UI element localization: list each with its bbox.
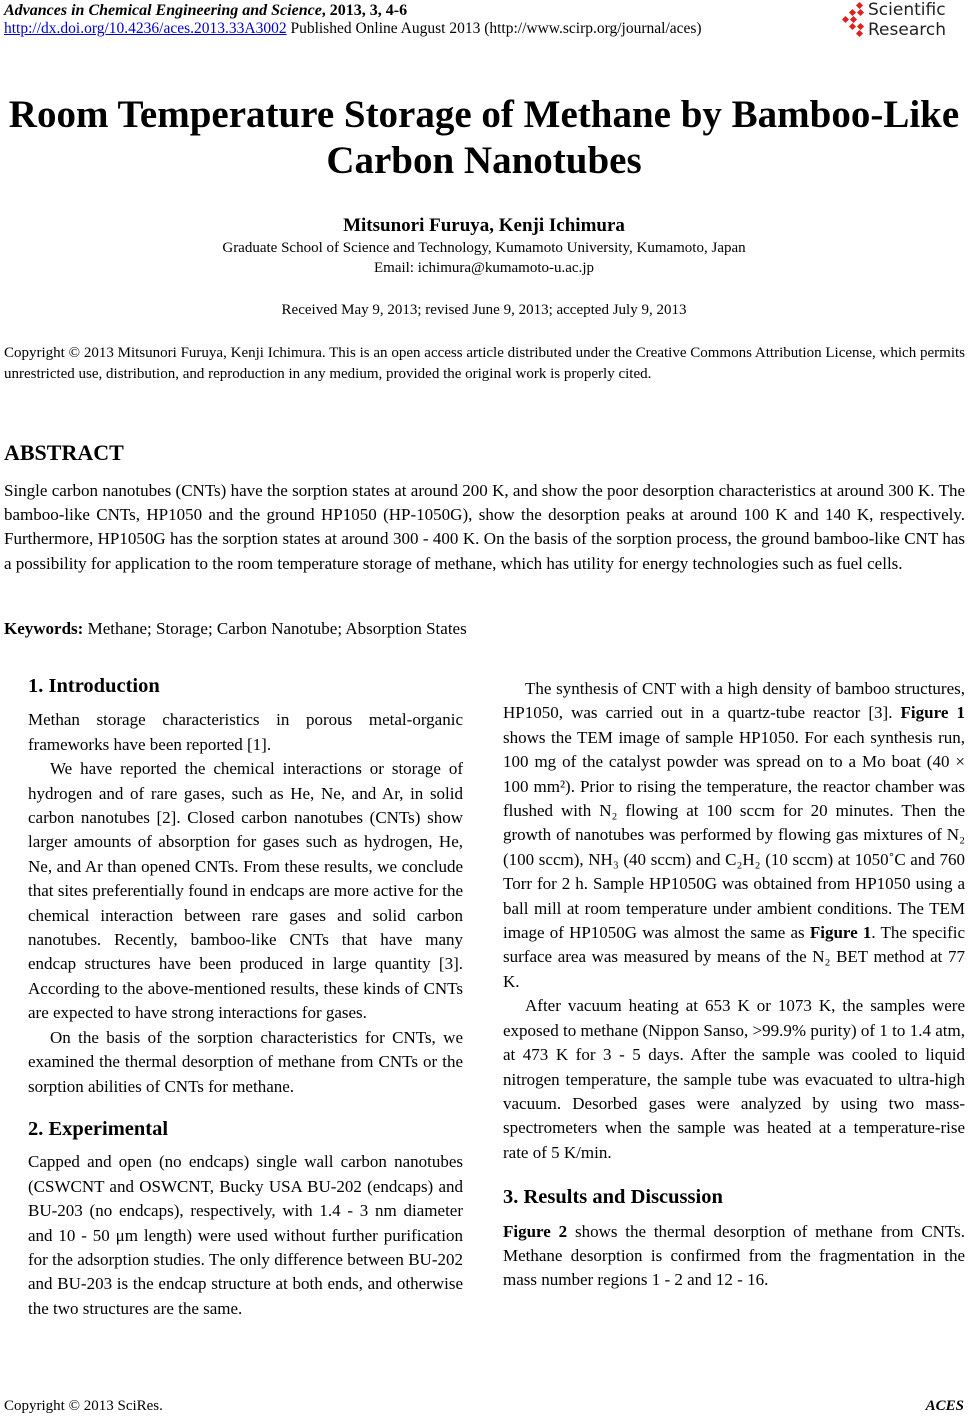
keywords-label: Keywords: bbox=[4, 619, 84, 638]
section-heading-results: 3. Results and Discussion bbox=[503, 1186, 723, 1209]
text: . The specific surface area was measured by means of the N₂ BET method at 77 K. bbox=[503, 923, 965, 991]
paragraph bbox=[503, 1220, 965, 1293]
copyright-notice: Copyright © 2013 Mitsunori Furuya, Kenji Ichimura. This is an open access article distributed under the Creative Commons Attribution License, which permits unrestricted use, distribution, and reproduction in any medium, provided the original work is properly cited. bbox=[4, 345, 965, 382]
figure-ref[interactable]: Figure 1 bbox=[809, 923, 872, 943]
logo-text-2: Research bbox=[868, 20, 946, 40]
figure-ref[interactable]: Figure 2 bbox=[503, 1221, 568, 1241]
paragraph: Methan storage characteristics in porous metal-organic frameworks have been reported [1]. bbox=[28, 710, 463, 754]
text: shows the TEM image of sample HP1050. For each synthesis run, 100 mg of the catalyst powder was spread on to a Mo boat (40 × 100 mm²). Prior to rising the temperature, the reactor chamber was flushed with N₂ flowing at 100 sccm for 20 minutes. Then the growth of nanotubes was performed by flowing gas mixtures of N₂ (100 sccm), NH₃ (40 sccm) and C₂H₂ (10 sccm) at 1050˚C and 760 Torr for 2 h. Sample HP1050G was obtained from HP1050 using a ball mill at room temperature under ambient conditions. The TEM image of HP1050G was almost the same as bbox=[503, 727, 965, 943]
citation: , 2013, 3, 4-6 bbox=[321, 2, 408, 19]
footer-copyright: Copyright © 2013 SciRes. bbox=[4, 1398, 163, 1414]
footer-journal: ACES bbox=[925, 1398, 964, 1414]
logo-text-1: Scientific bbox=[868, 0, 946, 20]
published-info: Published Online August 2013 (http://www.scirp.org/journal/aces) bbox=[286, 20, 702, 37]
section-heading-experimental: 2. Experimental bbox=[28, 1117, 169, 1140]
text: shows the thermal desorption of methane from CNTs. Methane desorption is confirmed from the fragmentation in the mass number regions 1 - 2 and 12 - 16. bbox=[503, 1221, 965, 1290]
text: The synthesis of CNT with a high density of bamboo structures, HP1050, was carried out in a quartz-tube reactor [3]. bbox=[503, 679, 965, 723]
publisher-logo bbox=[838, 0, 968, 44]
received-dates: Received May 9, 2013; revised June 9, 2013; accepted July 9, 2013 bbox=[281, 302, 687, 318]
authors: Mitsunori Furuya, Kenji Ichimura bbox=[343, 215, 625, 236]
paper-title bbox=[0, 92, 968, 184]
paragraph: After vacuum heating at 653 K or 1073 K, the samples were exposed to methane (Nippon Sanso, >99.9% purity) of 1 to 1.4 atm, at 473 K for 3 - 5 days. After the sample was cooled to liquid nitrogen temperature, the sample tube was evacuated to ultra-high vacuum. Desorbed gases were analyzed by using two mass-spectrometers when the sample was heated at a temperature-rise rate of 5 K/min. bbox=[503, 996, 965, 1162]
affiliation: Graduate School of Science and Technology, Kumamoto University, Kumamoto, Japan bbox=[222, 240, 746, 256]
section-heading-introduction: 1. Introduction bbox=[28, 675, 160, 697]
figure-ref[interactable]: Figure 1 bbox=[900, 703, 965, 723]
paragraph: Capped and open (no endcaps) single wall carbon nanotubes (CSWCNT and OSWCNT, Bucky USA BU-202 (endcaps) and BU-203 (no endcaps), respectively, with 1.4 - 3 nm diameter and 10 - 50 μm length) were used without further purification for the adsorption studies. The only difference between BU-202 and BU-203 is the endcap structure at both ends, and otherwise the two structures are the same. bbox=[28, 1152, 463, 1318]
journal-header bbox=[4, 2, 407, 20]
keywords bbox=[4, 619, 467, 639]
journal-name: Advances in Chemical Engineering and Science bbox=[4, 2, 322, 19]
doi-link[interactable]: http://dx.doi.org/10.4236/aces.2013.33A3002 bbox=[4, 20, 287, 37]
title-line-2: Carbon Nanotubes bbox=[326, 139, 642, 182]
abstract-text: Single carbon nanotubes (CNTs) have the sorption states at around 200 K, and show the poor desorption characteristics at around 300 K. The bamboo-like CNTs, HP1050 and the ground HP1050 (HP-1050G), show the desorption peaks at around 100 K and 140 K, respectively. Furthermore, HP1050G has the sorption states at around 300 - 400 K. On the basis of the sorption process, the ground bamboo-like CNT has a possibility for application to the room temperature storage of methane, which has utility for energy technologies such as fuel cells. bbox=[4, 481, 965, 573]
email: Email: ichimura@kumamoto-u.ac.jp bbox=[373, 260, 594, 276]
right-column bbox=[503, 677, 965, 1293]
left-column bbox=[28, 674, 463, 1321]
keywords-list: Methane; Storage; Carbon Nanotube; Absorption States bbox=[83, 619, 467, 638]
logo-diamonds-icon bbox=[838, 0, 868, 40]
title-line-1: Room Temperature Storage of Methane by Bamboo-Like bbox=[8, 93, 960, 136]
paragraph: On the basis of the sorption characteristics for CNTs, we examined the thermal desorption of methane from CNTs or the sorption abilities of CNTs for methane. bbox=[28, 1027, 463, 1096]
abstract-heading: ABSTRACT bbox=[4, 440, 124, 465]
paragraph: We have reported the chemical interactions or storage of hydrogen and of rare gases, such as He, Ne, and Ar, in solid carbon nanotubes [2]. Closed carbon nanotubes (CNTs) show larger amounts of absorption for gases such as hydrogen, He, Ne, and Ar than opened CNTs. From these results, we conclude that sites preferentially found in endcaps are more active for the chemical interaction between rare gases and solid carbon nanotubes. Recently, bamboo-like CNTs that have many endcap structures have been produced in large quantity [3]. According to the above-mentioned results, these kinds of CNTs are expected to have strong interactions for gases. bbox=[28, 759, 463, 1023]
doi-line bbox=[4, 20, 702, 38]
paragraph bbox=[503, 677, 965, 994]
